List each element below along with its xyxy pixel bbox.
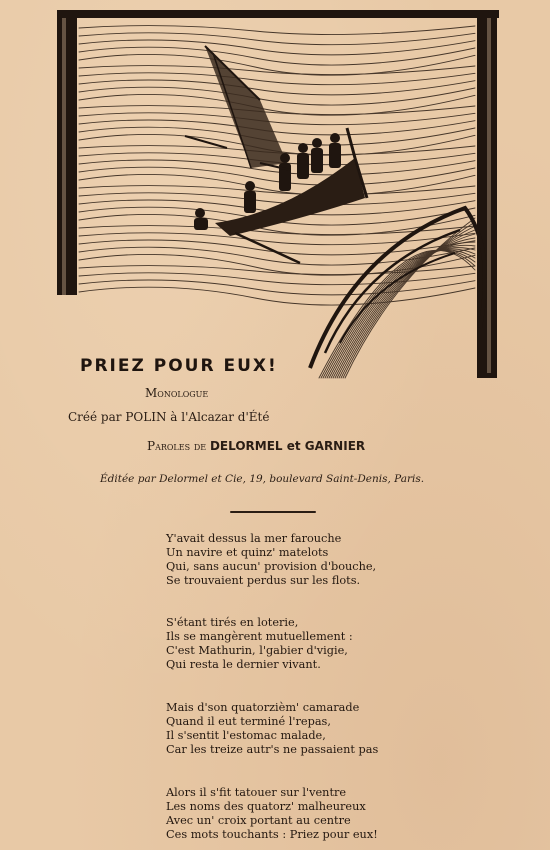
lyrics-credit bbox=[147, 439, 365, 453]
verse-line: Se trouvaient perdus sur les flots. bbox=[166, 574, 361, 587]
stanza bbox=[166, 701, 378, 757]
publisher-line: Éditée par Delormel et Cie, 19, boulevard Saint-Denis, Paris. bbox=[100, 473, 425, 485]
stanza bbox=[166, 532, 376, 588]
verse-line: Les noms des quatorz' malheureux bbox=[166, 800, 366, 813]
song-title: PRIEZ POUR EUX! bbox=[80, 356, 278, 376]
verse-line: Qui, sans aucun' provision d'bouche, bbox=[166, 560, 377, 573]
created-prefix: Créé par bbox=[68, 410, 122, 424]
verse-line: Quand il eut terminé l'repas, bbox=[166, 715, 331, 728]
verse-line: Alors il s'fit tatouer sur l'ventre bbox=[166, 786, 347, 799]
verse-line: Mais d'son quatorzièm' camarade bbox=[166, 701, 360, 714]
authors-names: DELORMEL et GARNIER bbox=[209, 439, 366, 453]
verse-line: Ces mots touchants : Priez pour eux! bbox=[166, 828, 378, 841]
verse-line: Car les treize autr's ne passaient pas bbox=[166, 743, 379, 756]
verse-line: Un navire et quinz' matelots bbox=[166, 546, 329, 559]
shipwreck-engraving bbox=[55, 8, 501, 383]
stanza bbox=[166, 786, 378, 842]
performer-name: POLIN bbox=[125, 410, 167, 424]
verse-line: Avec un' croix portant au centre bbox=[166, 814, 351, 827]
creation-credit bbox=[68, 410, 269, 424]
divider-rule bbox=[230, 511, 316, 513]
genre-label: Monologue bbox=[145, 386, 209, 400]
verse-line: C'est Mathurin, l'gabier d'vigie, bbox=[166, 644, 348, 657]
verse-line: Y'avait dessus la mer farouche bbox=[166, 532, 342, 545]
lyrics-prefix: Paroles de bbox=[147, 439, 207, 453]
venue-name: à l'Alcazar d'Été bbox=[170, 410, 270, 424]
verse-line: Il s'sentit l'estomac malade, bbox=[166, 729, 326, 742]
verse-line: Ils se mangèrent mutuellement : bbox=[166, 630, 353, 643]
verse-line: S'étant tirés en loterie, bbox=[166, 616, 299, 629]
verse-line: Qui resta le dernier vivant. bbox=[166, 658, 321, 671]
stanza bbox=[166, 616, 353, 672]
